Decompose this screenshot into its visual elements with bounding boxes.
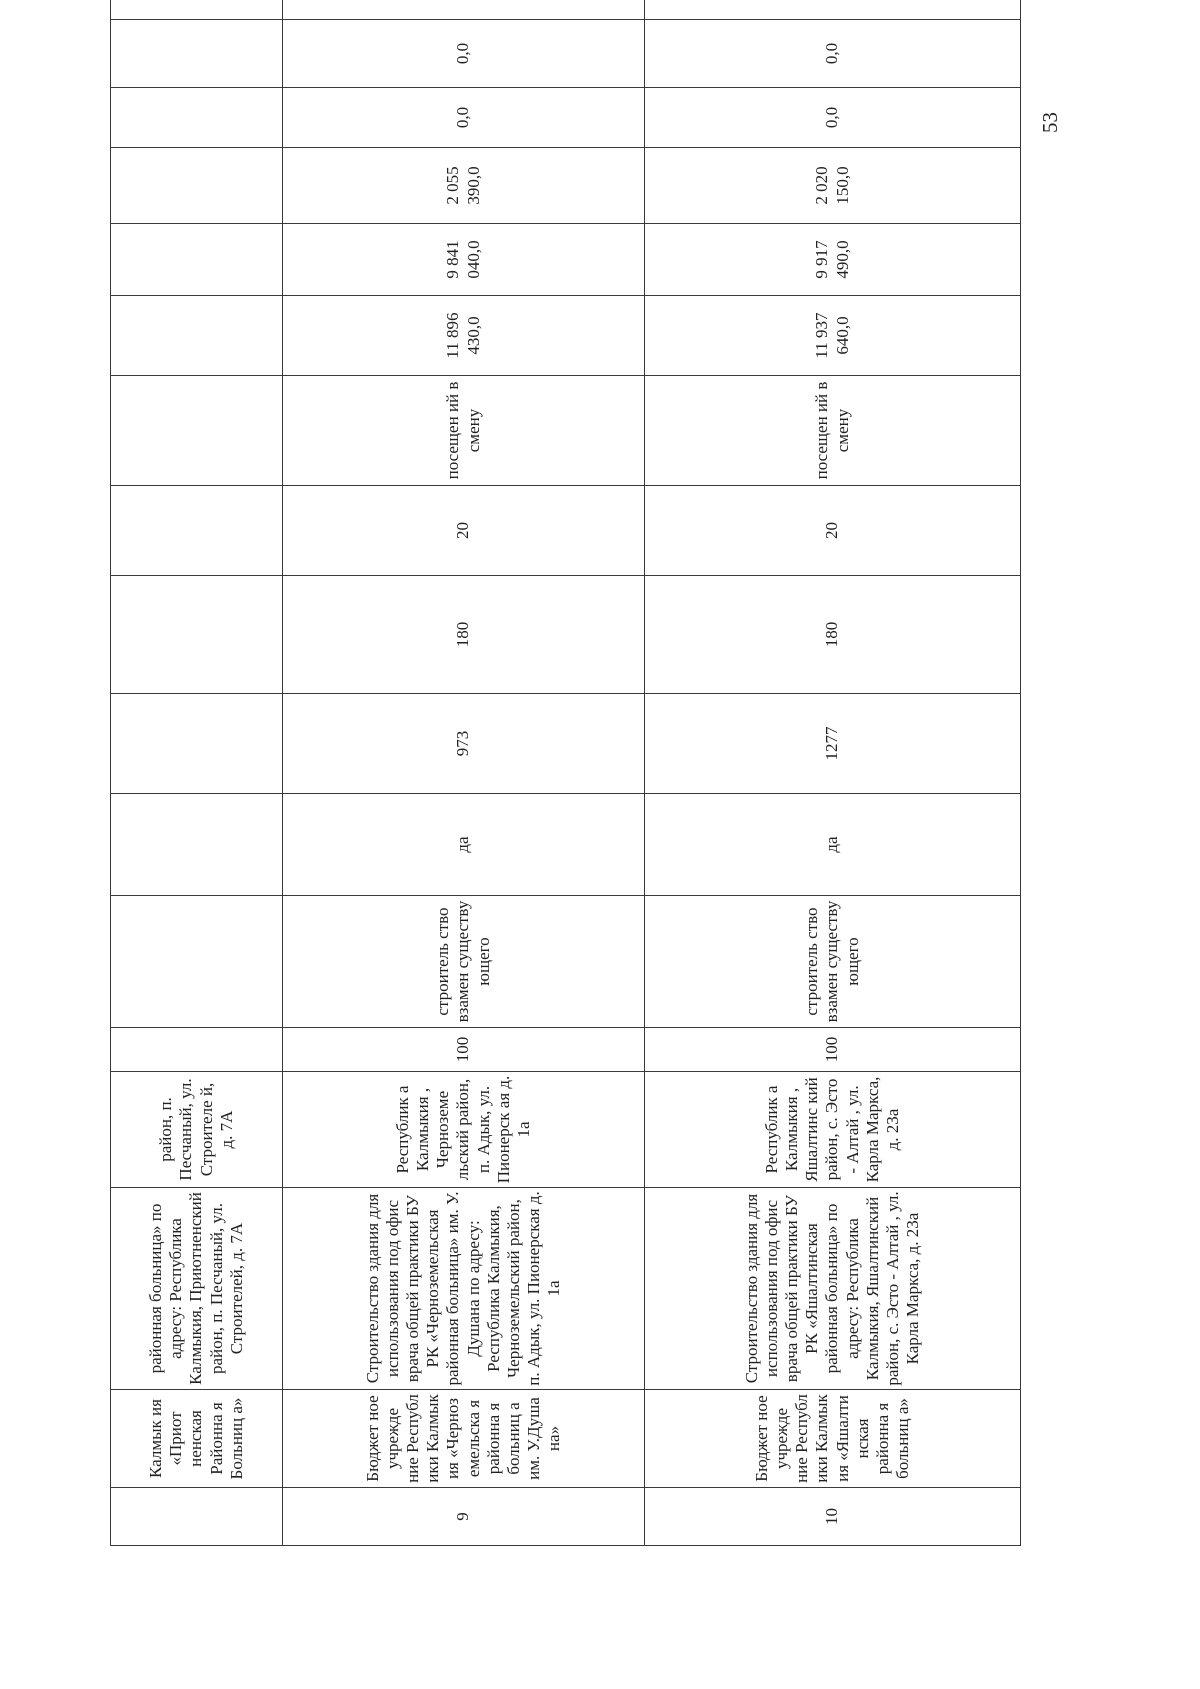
cell-value-a: 180 (283, 576, 645, 694)
table-row (111, 0, 283, 1546)
cell-federal: 9 917 490,0 (645, 224, 1021, 296)
cell-regional (111, 148, 283, 224)
data-table (110, 0, 1021, 1546)
cell-value-a: 180 (645, 576, 1021, 694)
cell-area: 1277 (645, 694, 1021, 794)
cell-unit (111, 376, 283, 486)
cell-value-b (111, 486, 283, 576)
cell-extra-1 (111, 88, 283, 148)
cell-extra-3 (645, 0, 1021, 20)
cell-flag: да (645, 794, 1021, 896)
cell-no (111, 1488, 283, 1546)
cell-address: Республик а Калмыкия , Яшалтинс кий район, с. Эсто - Алтай , ул. Карла Маркса, д. 23а (645, 1072, 1021, 1188)
cell-regional: 2 020 150,0 (645, 148, 1021, 224)
cell-work-type: строитель ство взамен существу ющего (645, 896, 1021, 1028)
cell-area: 973 (283, 694, 645, 794)
cell-no: 10 (645, 1488, 1021, 1546)
cell-object: Строительство здания для использования под офис врача общей практики БУ РК «Яшалтинская районная больница» по адресу: Республика Калмыкия, Яшалтинский район, с. Эсто - Алтай , ул. Карла Маркса, д. 23а (645, 1188, 1021, 1390)
cell-area (111, 694, 283, 794)
cell-federal: 9 841 040,0 (283, 224, 645, 296)
cell-no: 9 (283, 1488, 645, 1546)
cell-unit: посещен ий в смену (283, 376, 645, 486)
cell-total (111, 296, 283, 376)
cell-extra-2: 0,0 (645, 20, 1021, 88)
cell-capacity-pct (111, 1028, 283, 1072)
cell-value-a (111, 576, 283, 694)
cell-work-type (111, 896, 283, 1028)
cell-object: Строительство здания для использования под офис врача общей практики БУ РК «Черноземельская районная больница» им. У. Душана по адресу: Республика Калмыкия, Черноземельский район, п. Адык, ул. Пионерская д. 1а (283, 1188, 645, 1390)
cell-capacity-pct: 100 (645, 1028, 1021, 1072)
table-row (645, 0, 1021, 1546)
cell-extra-3 (111, 0, 283, 20)
cell-address: Республик а Калмыкия , Черноземе льский район, п. Адык, ул. Пионерск ая д. 1а (283, 1072, 645, 1188)
cell-total: 11 896 430,0 (283, 296, 645, 376)
cell-customer: Бюджет ное учрежде ние Республ ики Калмык ия «Яшалти нская районна я больниц а» (645, 1390, 1021, 1488)
cell-customer: Калмык ия «Приот ненская Районна я Больниц а» (111, 1390, 283, 1488)
rotated-table-sheet (110, 42, 1020, 1546)
cell-extra-2 (111, 20, 283, 88)
cell-flag: да (283, 794, 645, 896)
cell-regional: 2 055 390,0 (283, 148, 645, 224)
cell-object: районная больница» по адресу: Республика Калмыкия, Приютненский район, п. Песчаный, ул. Строителей, д. 7А (111, 1188, 283, 1390)
table-row (283, 0, 645, 1546)
cell-customer: Бюджет ное учрежде ние Республ ики Калмык ия «Черноз емельска я районна я больниц а им. У.Душа на» (283, 1390, 645, 1488)
cell-capacity-pct: 100 (283, 1028, 645, 1072)
cell-work-type: строитель ство взамен существу ющего (283, 896, 645, 1028)
cell-extra-2: 0,0 (283, 20, 645, 88)
page-number: 53 (1038, 112, 1062, 133)
cell-federal (111, 224, 283, 296)
cell-value-b: 20 (645, 486, 1021, 576)
cell-extra-1: 0,0 (283, 88, 645, 148)
cell-total: 11 937 640,0 (645, 296, 1021, 376)
cell-extra-1: 0,0 (645, 88, 1021, 148)
cell-unit: посещен ий в смену (645, 376, 1021, 486)
cell-extra-3 (283, 0, 645, 20)
cell-value-b: 20 (283, 486, 645, 576)
cell-address: район, п. Песчаный, ул. Строителе й, д. 7А (111, 1072, 283, 1188)
cell-flag (111, 794, 283, 896)
